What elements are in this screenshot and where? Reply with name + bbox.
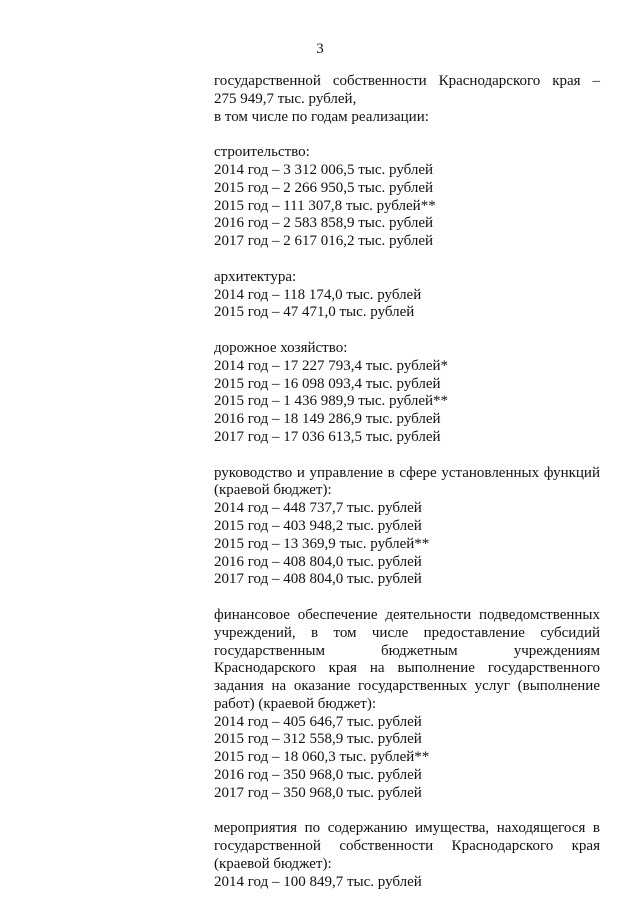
budget-item: 2015 год – 312 558,9 тыс. рублей (214, 731, 422, 748)
budget-item: 2015 год – 13 369,9 тыс. рублей** (214, 535, 430, 552)
page-number: 3 (316, 41, 324, 57)
intro-line-2: 275 949,7 тыс. рублей, (214, 90, 357, 107)
section-title: учреждений, в том числе предоставление субсидий (214, 624, 600, 641)
section-title: государственной собственности Краснодарского края (214, 838, 600, 855)
section-title: задания на оказание государственных услуг (выполнение (214, 678, 600, 695)
intro-line-3: в том числе по годам реализации: (214, 108, 429, 125)
budget-item: 2015 год – 2 266 950,5 тыс. рублей (214, 179, 434, 196)
budget-item: 2014 год – 118 174,0 тыс. рублей (214, 286, 422, 303)
budget-item: 2014 год – 448 737,7 тыс. рублей (214, 500, 422, 517)
budget-item: 2014 год – 100 849,7 тыс. рублей (214, 873, 422, 890)
section-title: (краевой бюджет): (214, 482, 332, 499)
budget-item: 2016 год – 350 968,0 тыс. рублей (214, 767, 422, 784)
budget-item: 2016 год – 2 583 858,9 тыс. рублей (214, 215, 434, 232)
budget-item: 2015 год – 1 436 989,9 тыс. рублей** (214, 393, 449, 410)
budget-item: 2016 год – 18 149 286,9 тыс. рублей (214, 411, 441, 428)
budget-item: 2015 год – 18 060,3 тыс. рублей** (214, 749, 430, 766)
budget-item: 2015 год – 47 471,0 тыс. рублей (214, 304, 415, 321)
section-title: строительство: (214, 144, 310, 161)
section-title: мероприятия по содержанию имущества, находящегося в (214, 820, 600, 837)
section-title: работ) (краевой бюджет): (214, 695, 376, 712)
intro-line-1: государственной собственности Краснодарского края – (214, 73, 600, 89)
budget-item: 2015 год – 16 098 093,4 тыс. рублей (214, 375, 441, 392)
section-title: Краснодарского края на выполнение государственного (214, 660, 600, 677)
budget-item: 2016 год – 408 804,0 тыс. рублей (214, 553, 422, 570)
section-title: архитектура: (214, 268, 297, 285)
section-title: финансовое обеспечение деятельности подведомственных (214, 606, 600, 623)
budget-item: 2014 год – 17 227 793,4 тыс. рублей* (214, 357, 449, 374)
budget-item: 2015 год – 111 307,8 тыс. рублей** (214, 197, 436, 214)
budget-item: 2017 год – 350 968,0 тыс. рублей (214, 784, 422, 801)
budget-item: 2015 год – 403 948,2 тыс. рублей (214, 517, 422, 534)
budget-item: 2017 год – 17 036 613,5 тыс. рублей (214, 428, 441, 445)
budget-item: 2014 год – 405 646,7 тыс. рублей (214, 713, 422, 730)
document-body (214, 73, 600, 892)
section-title: руководство и управление в сфере установленных функций (214, 464, 600, 481)
budget-item: 2014 год – 3 312 006,5 тыс. рублей (214, 161, 434, 178)
section-title: государственным бюджетным учреждениям (214, 642, 600, 659)
section-title: дорожное хозяйство: (214, 339, 348, 356)
budget-item: 2017 год – 408 804,0 тыс. рублей (214, 571, 422, 588)
section-title: (краевой бюджет): (214, 856, 332, 873)
budget-item: 2017 год – 2 617 016,2 тыс. рублей (214, 233, 434, 250)
